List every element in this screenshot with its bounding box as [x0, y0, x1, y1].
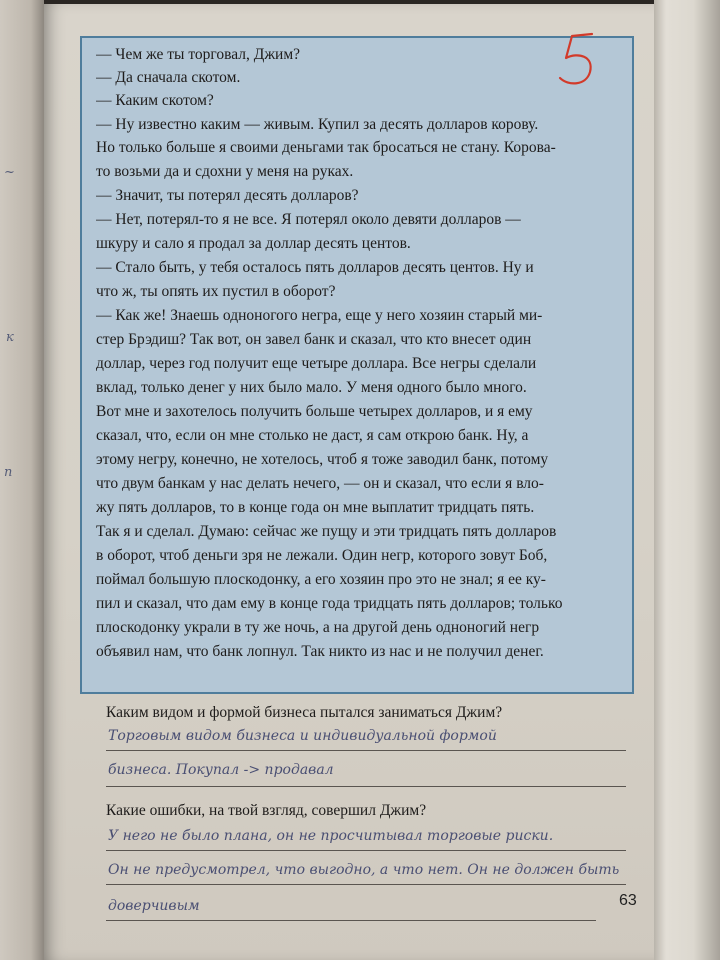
grade-mark-text: 5 — [538, 24, 539, 25]
story-line: жу пять долларов, то в конце года он мне выплатит тридцать пять. — [96, 499, 535, 516]
story-line: плоскодонку украли в ту же ночь, а на другой день одноногий негр — [96, 619, 540, 636]
story-line: что двум банкам у нас делать нечего, — он и сказал, что если я вло- — [96, 475, 544, 492]
story-line: этому негру, конечно, не хотелось, чтоб я тоже заводил банк, потому — [96, 451, 549, 468]
answer-2-line: У него не было плана, он не просчитывал торговые риски. — [108, 828, 554, 844]
story-line: шкуру и сало я продал за доллар десять центов. — [96, 235, 411, 252]
answer-2-line: доверчивым — [108, 898, 200, 914]
story-line: вклад, только денег у них было мало. У меня одного было много. — [96, 379, 527, 396]
story-line: пил и сказал, что дам ему в конце года тридцать пять долларов; только — [96, 595, 563, 612]
story-line: что ж, ты опять их пустил в оборот? — [96, 283, 336, 300]
page-number: 63 — [619, 892, 637, 909]
story-line: сказал, что, если он мне столько не даст, я сам открою банк. Ну, а — [96, 427, 529, 444]
story-line: — Как же! Знаешь одноногого негра, еще у него хозяин старый ми- — [96, 307, 543, 324]
story-line: — Ну известно каким — живым. Купил за десять долларов корову. — [96, 116, 539, 133]
next-page-edge — [654, 0, 720, 960]
story-line: то возьми да и сдохни у меня на руках. — [96, 163, 354, 180]
grade-mark — [538, 24, 608, 94]
story-line: — Стало быть, у тебя осталось пять долларов десять центов. Ну и — [96, 259, 534, 276]
story-line: — Каким скотом? — [96, 92, 214, 109]
story-line: — Чем же ты торговал, Джим? — [96, 46, 301, 63]
story-line: — Да сначала скотом. — [96, 69, 241, 86]
answer-1-line: бизнеса. Покупал -> продавал — [108, 762, 334, 778]
story-line: Но только больше я своими деньгами так бросаться не стану. Корова- — [96, 139, 556, 156]
story-line: поймал большую плоскодонку, а его хозяин про это не знал; я ее ку- — [96, 571, 546, 588]
story-line: объявил нам, что банк лопнул. Так никто из нас и не получил денег. — [96, 643, 544, 660]
left-page-scribble: к — [6, 330, 14, 345]
story-line: в оборот, чтоб деньги зря не лежали. Один негр, которого зовут Боб, — [96, 547, 548, 564]
answer-rule — [106, 850, 626, 851]
answer-rule — [106, 750, 626, 751]
story-line: — Нет, потерял-то я не все. Я потерял около девяти долларов — — [96, 211, 521, 228]
story-line: стер Брэдиш? Так вот, он завел банк и сказал, что кто внесет один — [96, 331, 532, 348]
question-1: Каким видом и формой бизнеса пытался заниматься Джим? — [106, 704, 503, 721]
story-line: доллар, через год получит еще четыре доллара. Все негры сделали — [96, 355, 537, 372]
story-line: Вот мне и захотелось получить больше четырех долларов, и я ему — [96, 403, 533, 420]
story-line: — Значит, ты потерял десять долларов? — [96, 187, 359, 204]
workbook-page — [44, 4, 654, 960]
story-line: Так я и сделал. Думаю: сейчас же пущу и эти тридцать пять долларов — [96, 523, 557, 540]
left-page-scribble: п — [4, 465, 13, 480]
answer-1-line: Торговым видом бизнеса и индивидуальной формой — [108, 728, 497, 744]
left-page-scribble: ~ — [4, 165, 15, 180]
left-page-edge — [0, 0, 44, 960]
answer-rule — [106, 920, 596, 921]
answer-2-line: Он не предусмотрел, что выгодно, а что нет. Он не должен быть — [108, 862, 620, 878]
answer-rule — [106, 884, 626, 885]
question-2: Какие ошибки, на твой взгляд, совершил Джим? — [106, 802, 427, 819]
answer-rule — [106, 786, 626, 787]
